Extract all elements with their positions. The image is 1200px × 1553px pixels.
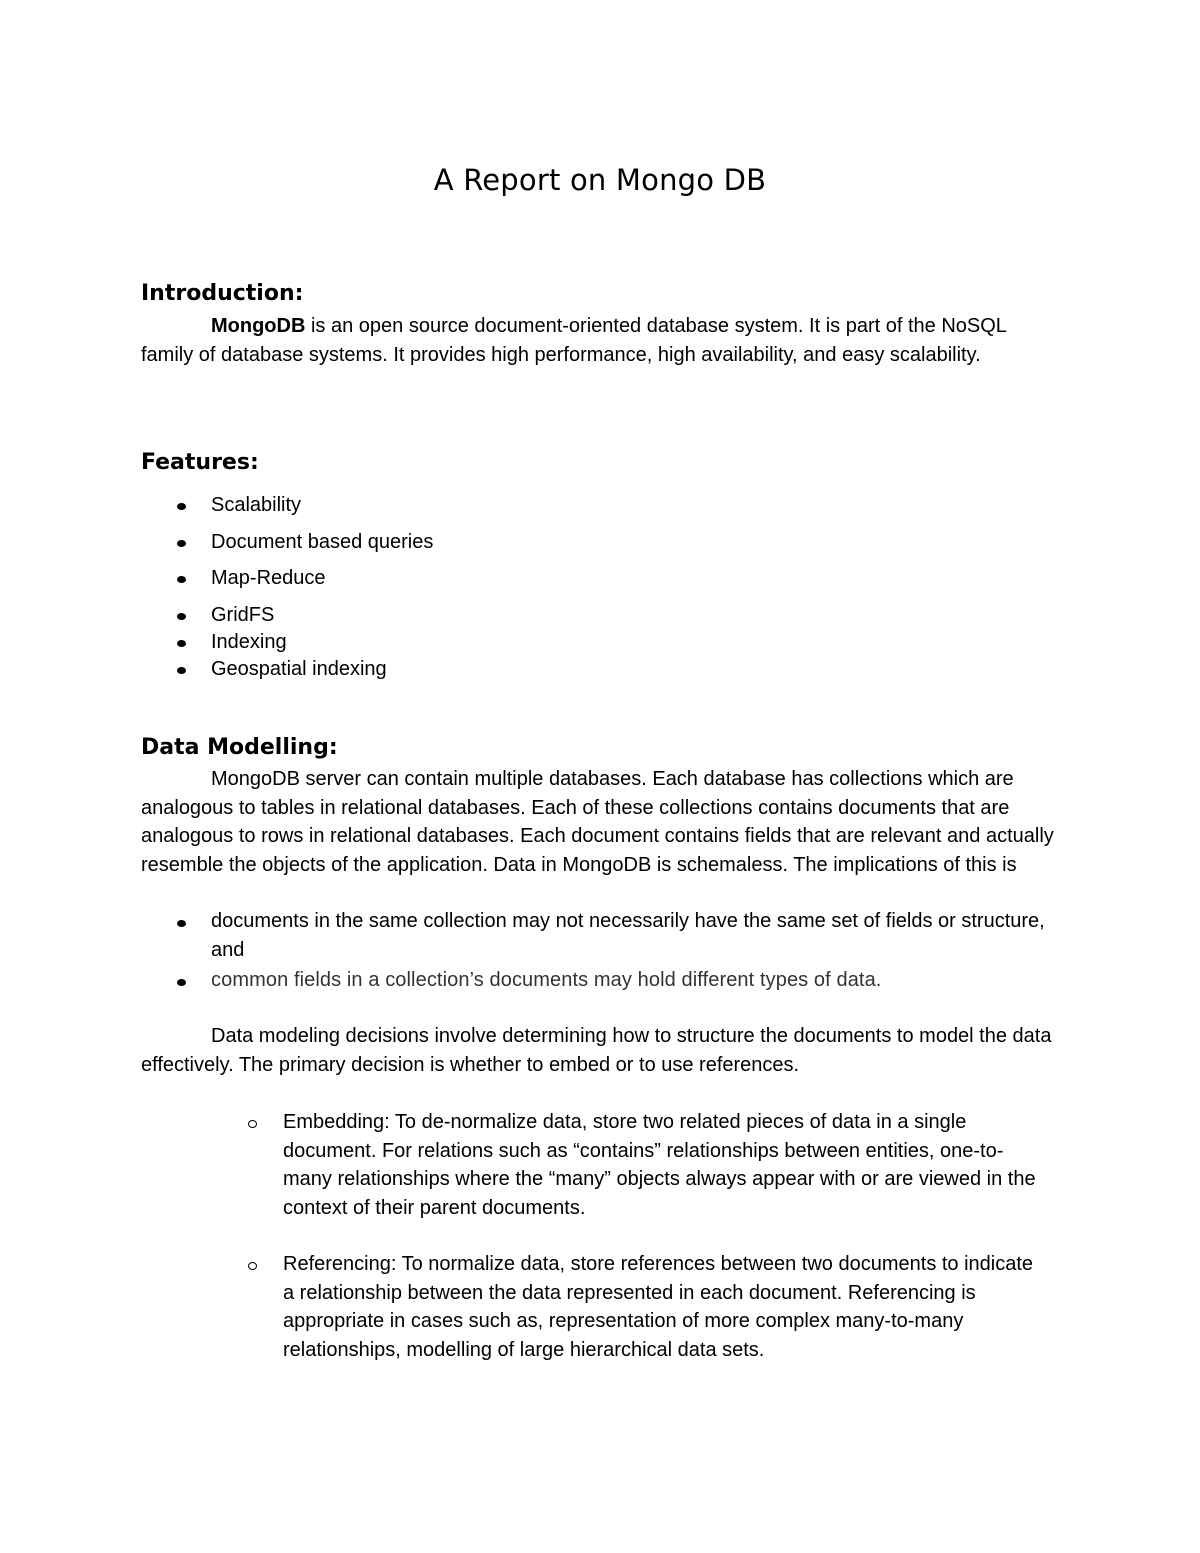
bullet-icon	[177, 503, 186, 510]
data-modelling-heading: Data Modelling:	[141, 735, 338, 760]
introduction-lead-term: MongoDB	[211, 315, 306, 337]
list-item: Document based queries	[0, 528, 1051, 565]
bullet-icon	[177, 613, 186, 620]
referencing-option	[0, 1250, 1043, 1364]
bullet-icon	[177, 540, 186, 547]
list-item: Geospatial indexing	[0, 655, 1051, 692]
list-item: Scalability	[0, 491, 1051, 528]
list-item: documents in the same collection may not necessarily have the same set of fields or structure, and	[0, 907, 1051, 966]
list-item: common fields in a collection’s documents may hold different types of data.	[0, 966, 1051, 997]
embedding-option	[0, 1108, 1043, 1222]
circle-bullet-icon	[248, 1120, 257, 1128]
list-item: Map-Reduce	[0, 564, 1051, 601]
bullet-icon	[177, 576, 186, 583]
introduction-text: is an open source document-oriented database system. It is part of the NoSQL family of database systems. It provides high performance, high availability, and easy scalability.	[141, 315, 1007, 366]
list-item: Referencing: To normalize data, store references between two documents to indicate a relationship between the data represented in each document. Referencing is appropriate in cases such as, representation of more complex many-to-many relationships, modelling of large hierarchical data sets.	[0, 1250, 1043, 1364]
implications-list	[0, 907, 1051, 997]
list-item: Embedding: To de-normalize data, store two related pieces of data in a single document. For relations such as “contains” relationships between entities, one-to-many relationships where the “many” objects always appear with or are viewed in the context of their parent documents.	[0, 1108, 1043, 1222]
introduction-paragraph	[141, 312, 1061, 369]
introduction-heading: Introduction:	[141, 281, 304, 306]
bullet-icon	[177, 920, 186, 927]
data-modelling-paragraph: MongoDB server can contain multiple databases. Each database has collections which are analogous to tables in relational databases. Each of these collections contains documents that are analogous to rows in relational databases. Each document contains fields that are relevant and actually resemble the objects of the application. Data in MongoDB is schemaless. The implications of this is	[141, 768, 1054, 876]
circle-bullet-icon	[248, 1262, 257, 1270]
features-list	[0, 491, 1051, 691]
bullet-icon	[177, 667, 186, 674]
bullet-icon	[177, 979, 186, 986]
list-item: GridFS	[0, 601, 1051, 628]
modeling-decisions-paragraph: Data modeling decisions involve determining how to structure the documents to model the data effectively. The primary decision is whether to embed or to use references.	[141, 1025, 1052, 1076]
document-title: A Report on Mongo DB	[433, 163, 767, 197]
bullet-icon	[177, 640, 186, 647]
list-item: Indexing	[0, 628, 1051, 655]
features-heading: Features:	[141, 450, 259, 475]
